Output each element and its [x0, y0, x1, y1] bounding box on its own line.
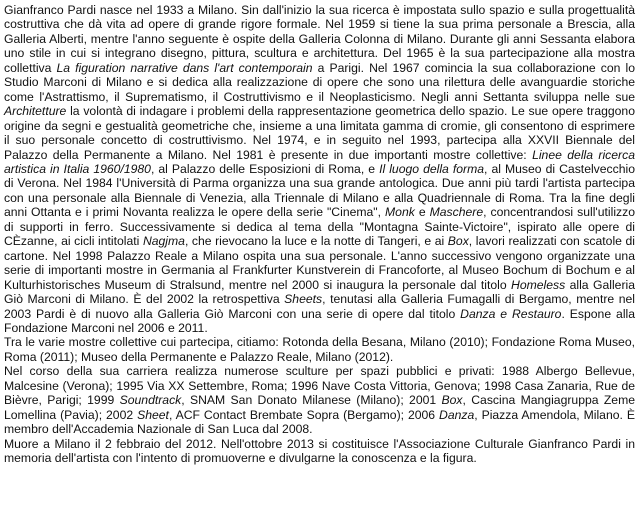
text-run: Tra le varie mostre collettive cui partecipa, citiamo: Rotonda della Besana, Milano (2010); Fondazione Roma Museo, Roma (2011); Museo della Permanente e Palazzo Reale, Milano (2012).	[4, 335, 635, 364]
text-run: Nel corso della sua carriera realizza numerose sculture per spazi pubblici e privati: 1988 Albergo Bellevue, Malcesine (Verona); 1995 Via XX Settembre, Roma; 1996 Nave Costa Vittoria, Genova; 1998 Casa Zanaria, Rue de Bièvre, Parigi; 1999	[4, 364, 635, 408]
italic-title: Sheet	[137, 407, 169, 422]
text-run: , Piazza Amendola, Milano. È membro dell'Accademia Nazionale di San Luca dal 2008.	[4, 407, 635, 437]
text-run: , che rievocano la luce e la notte di Tangeri, e ai	[184, 234, 448, 249]
italic-title: Maschere	[429, 205, 484, 220]
text-run: Muore a Milano il 2 febbraio del 2012. Nell'ottobre 2013 si costituisce l'Associazione Culturale Gianfranco Pardi in memoria dell'artista con l'intento di promuoverne e divulgarne la conoscenza e la figura.	[4, 436, 635, 466]
paragraph-death-and-association	[4, 437, 635, 466]
paragraph-biography	[4, 3, 635, 335]
paragraph-public-sculptures	[4, 364, 635, 436]
italic-title: Homeless	[511, 277, 566, 292]
italic-title: Box	[441, 393, 463, 408]
italic-title: Danza e Restauro	[460, 306, 562, 321]
italic-title: Nagjma	[142, 234, 185, 249]
text-run: la volontà di indagare i problemi della rappresentazione geometrica dello spazio. Le sue opere traggono origine da segni e gestualità geometriche che, insieme a una limitata gamma di cromie, gli consentono di esprimere il suo personale concetto di costruttivismo. Nel 1974, e in seguito nel 1993, partecipa alla XXVII Biennale del Palazzo della Permanente a Milano. Nel 1981 è presente in due importanti mostre collettive:	[4, 104, 635, 162]
text-run: e	[414, 205, 430, 220]
text-run: , concentrandosi sull'utilizzo di supporti in ferro. Successivamente si dedica al tema della "Montagna Sainte-Victoire", ispirato alle opere di CÈzanne, ai cicli intitolati	[4, 205, 635, 249]
italic-title: Il luogo della forma	[379, 161, 485, 176]
italic-title: Sheets	[284, 292, 323, 307]
text-run: Gianfranco Pardi nasce nel 1933 a Milano. Sin dall'inizio la sua ricerca è impostata sullo spazio e sulla progettualità costruttiva che dà vita ad opere di grande rigore formale. Nel 1959 si tiene la sua prima personale a Brescia, alla Galleria Alberti, mentre l'anno seguente è ospite della Galleria Colonna di Milano. Durante gli anni Sessanta elabora uno stile in cui si integrano disegno, pittura, scultura e architettura. Del 1965 è la sua partecipazione alla mostra collettiva	[4, 3, 635, 75]
text-run: , tenutasi alla Galleria Fumagalli di Bergamo, mentre nel 2003 Pardi è di nuovo alla Galleria Giò Marconi con una serie di opere dal titolo	[4, 292, 635, 321]
text-run: alla Galleria Giò Marconi di Milano. È del 2002 la retrospettiva	[4, 277, 635, 307]
italic-title: Architetture	[4, 104, 67, 119]
biography-document	[4, 3, 635, 466]
italic-title: Monk	[385, 205, 415, 220]
text-run: . Espone alla Fondazione Marconi nel 2006 e 2011.	[4, 306, 636, 335]
text-run: , SNAM San Donato Milanese (Milano); 2001	[181, 393, 442, 408]
text-run: , lavori realizzati con scatole di cartone. Nel 1998 Palazzo Reale a Milano ospita una sua personale. L'anno successivo vengono organizzate una serie di importanti mostre in Germania al Frankfurter Kunstverein di Francoforte, al Museo Bochum di Bochum e al Kulturhistorisches Museum di Stralsund, mentre nel 2000 si inaugura la personale dal titolo	[4, 234, 636, 292]
italic-title: Box	[447, 234, 469, 249]
italic-title: Danza	[439, 407, 475, 422]
text-run: , Cascina Mangiagruppa Zeme Lomellina (Pavia); 2002	[4, 393, 636, 422]
italic-title: Linee della ricerca artistica in Italia 1960/1980	[4, 147, 635, 176]
italic-title: Soundtrack	[119, 393, 182, 408]
text-run: , al Museo di Castelvecchio di Verona. Nel 1984 l'Università di Parma organizza una sua grande antologica. Due anni più tardi l'artista partecipa con una personale alla Biennale di Venezia, alla Triennale di Milano e alla Quadriennale di Roma. Tra la fine degli anni Ottanta e i primi Novanta realizza le opere della serie "Cinema",	[4, 161, 636, 220]
text-run: a Parigi. Nel 1967 comincia la sua collaborazione con lo Studio Marconi di Milano e si dedica alla realizzazione di opere che sono una rilettura delle avanguardie storiche come l'Astrattismo, il Suprematismo, il Costruttivismo e il Neoplasticismo. Negli anni Settanta sviluppa nelle sue	[4, 60, 635, 104]
text-run: , ACF Contact Brembate Sopra (Bergamo); 2006	[168, 407, 440, 422]
paragraph-group-exhibitions	[4, 335, 635, 364]
text-run: , al Palazzo delle Esposizioni di Roma, e	[150, 161, 380, 176]
italic-title: La figuration narrative dans l'art contemporain	[56, 60, 313, 75]
